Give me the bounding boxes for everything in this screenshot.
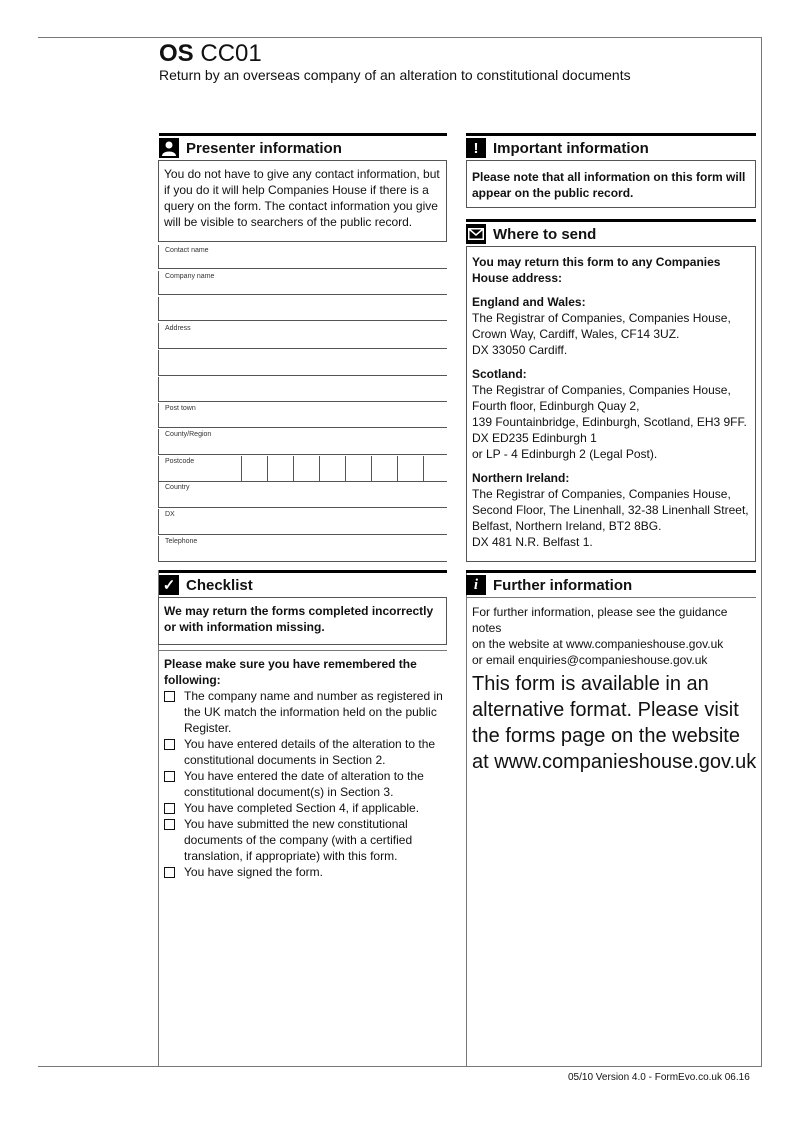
post-town-field[interactable]: Post town	[158, 403, 447, 428]
checklist-item: You have submitted the new constitutional documents of the company (with a certified translation, if appropriate) with this form.	[164, 816, 444, 864]
right-column-rule	[466, 570, 467, 1066]
checklist-warning: We may return the forms completed incorrectly or with information missing.	[164, 604, 434, 634]
checklist-items	[164, 688, 444, 880]
checklist-item: You have completed Section 4, if applicable.	[164, 800, 444, 816]
info-icon: i	[466, 575, 486, 595]
checklist-item: You have entered the date of alteration to the constitutional document(s) in Section 3.	[164, 768, 444, 800]
postcode-box[interactable]	[267, 456, 290, 481]
checkbox[interactable]	[164, 691, 175, 702]
where-to-send-heading: Where to send	[466, 219, 756, 246]
checklist-heading: ✓ Checklist	[159, 570, 447, 597]
county-region-field[interactable]: County/Region	[158, 429, 447, 455]
checkbox[interactable]	[164, 867, 175, 878]
postcode-box[interactable]	[423, 456, 446, 481]
footer-version: 05/10 Version 4.0 - FormEvo.co.uk 06.16	[568, 1072, 750, 1083]
contact-name-field[interactable]: Contact name	[158, 245, 447, 269]
form-code: OS CC01	[159, 40, 262, 67]
postcode-box[interactable]	[371, 456, 394, 481]
top-rule	[38, 37, 762, 38]
postcode-field[interactable]: Postcode	[158, 456, 447, 482]
checkmark-icon: ✓	[159, 575, 179, 595]
form-subtitle: Return by an overseas company of an alteration to constitutional documents	[159, 67, 631, 83]
address-field[interactable]: Address	[158, 323, 447, 349]
checkbox[interactable]	[164, 803, 175, 814]
dx-field[interactable]: DX	[158, 509, 447, 535]
checklist-item: You have signed the form.	[164, 864, 444, 880]
address-line-3[interactable]	[158, 377, 447, 402]
bottom-rule	[38, 1066, 762, 1067]
company-name-line-2[interactable]	[158, 297, 447, 321]
telephone-field[interactable]: Telephone	[158, 536, 447, 562]
england-address: England and Wales: The Registrar of Companies, Companies House, Crown Way, Cardiff, Wales, CF14 3UZ. DX 33050 Cardiff.	[472, 295, 731, 357]
checklist-item: The company name and number as registered in the UK match the information held on the public Register.	[164, 688, 444, 736]
envelope-icon	[466, 224, 486, 244]
presenter-heading: Presenter information	[159, 133, 447, 160]
further-info-divider	[466, 597, 756, 598]
important-heading: ! Important information	[466, 133, 756, 160]
postcode-box[interactable]	[241, 456, 264, 481]
presenter-intro: You do not have to give any contact information, but if you do it will help Companies House if there is a query on the form. The contact information you give will be visible to searchers of the public record.	[164, 167, 440, 229]
checklist-item: You have entered details of the alteration to the constitutional documents in Section 2.	[164, 736, 444, 768]
important-text: Please note that all information on this form will appear on the public record.	[472, 170, 746, 200]
further-info-text: For further information, please see the guidance notes on the website at www.companieshouse.gov.uk or email enquiries@companieshouse.gov.uk	[472, 605, 728, 667]
postcode-box[interactable]	[293, 456, 316, 481]
address-line-2[interactable]	[158, 350, 447, 376]
exclamation-icon: !	[466, 138, 486, 158]
northern-ireland-address: Northern Ireland: The Registrar of Companies, Companies House, Second Floor, The Linenhall, 32-38 Linenhall Street, Belfast, Northern Ireland, BT2 8BG. DX 481 N.R. Belfast 1.	[472, 471, 749, 549]
alternative-format-notice: This form is available in an alternative format. Please visit the forms page on the website at www.companieshouse.gov.uk	[472, 673, 757, 773]
postcode-box[interactable]	[345, 456, 368, 481]
person-icon	[159, 138, 179, 158]
checkbox[interactable]	[164, 819, 175, 830]
checklist-intro: Please make sure you have remembered the following:	[164, 657, 417, 687]
checkbox[interactable]	[164, 771, 175, 782]
checkbox[interactable]	[164, 739, 175, 750]
company-name-field[interactable]: Company name	[158, 271, 447, 295]
further-info-heading: i Further information	[466, 570, 756, 597]
country-field[interactable]: Country	[158, 482, 447, 508]
postcode-box[interactable]	[319, 456, 342, 481]
right-rule	[761, 37, 762, 1067]
postcode-box[interactable]	[397, 456, 420, 481]
scotland-address: Scotland: The Registrar of Companies, Companies House, Fourth floor, Edinburgh Quay 2, 139 Fountainbridge, Edinburgh, Scotland, EH3 9FF. DX ED235 Edinburgh 1 or LP - 4 Edinburgh 2 (Legal Post).	[472, 367, 747, 461]
checklist-divider	[158, 650, 447, 651]
where-to-send-intro: You may return this form to any Companies House address:	[472, 255, 721, 285]
